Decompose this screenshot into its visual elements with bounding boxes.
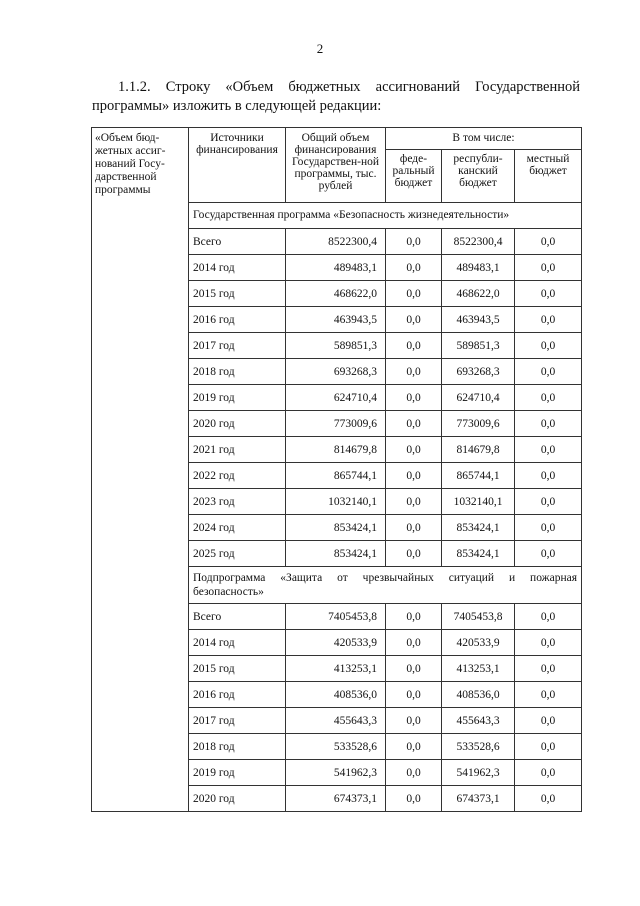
row-total: 541962,3 xyxy=(286,760,386,786)
row-total: 624710,4 xyxy=(286,385,386,411)
row-total: 7405453,8 xyxy=(286,604,386,630)
header-federal: феде-ральный бюджет xyxy=(386,150,442,203)
row-label: 2015 год xyxy=(189,656,286,682)
row-local: 0,0 xyxy=(515,229,582,255)
header-republic: республи-канский бюджет xyxy=(442,150,515,203)
row-local: 0,0 xyxy=(515,760,582,786)
row-federal: 0,0 xyxy=(386,708,442,734)
row-republic: 865744,1 xyxy=(442,463,515,489)
row-total: 865744,1 xyxy=(286,463,386,489)
row-federal: 0,0 xyxy=(386,734,442,760)
row-total: 420533,9 xyxy=(286,630,386,656)
row-total: 408536,0 xyxy=(286,682,386,708)
row-local: 0,0 xyxy=(515,604,582,630)
row-republic: 773009,6 xyxy=(442,411,515,437)
left-label-cell xyxy=(92,128,189,812)
row-total: 8522300,4 xyxy=(286,229,386,255)
row-local: 0,0 xyxy=(515,489,582,515)
row-republic: 489483,1 xyxy=(442,255,515,281)
row-local: 0,0 xyxy=(515,411,582,437)
row-total: 463943,5 xyxy=(286,307,386,333)
row-federal: 0,0 xyxy=(386,760,442,786)
row-label: 2020 год xyxy=(189,411,286,437)
row-label: 2017 год xyxy=(189,708,286,734)
row-total: 693268,3 xyxy=(286,359,386,385)
row-federal: 0,0 xyxy=(386,604,442,630)
row-federal: 0,0 xyxy=(386,255,442,281)
row-label: 2018 год xyxy=(189,359,286,385)
left-label: «Объем бюд-жетных ассиг-нований Госу-дарственной программы xyxy=(95,132,166,196)
row-republic: 853424,1 xyxy=(442,515,515,541)
row-republic: 468622,0 xyxy=(442,281,515,307)
row-local: 0,0 xyxy=(515,682,582,708)
row-total: 674373,1 xyxy=(286,786,386,812)
row-label: 2020 год xyxy=(189,786,286,812)
row-republic: 7405453,8 xyxy=(442,604,515,630)
row-label: 2024 год xyxy=(189,515,286,541)
row-local: 0,0 xyxy=(515,708,582,734)
row-federal: 0,0 xyxy=(386,786,442,812)
row-republic: 413253,1 xyxy=(442,656,515,682)
row-republic: 853424,1 xyxy=(442,541,515,567)
row-total: 413253,1 xyxy=(286,656,386,682)
row-local: 0,0 xyxy=(515,255,582,281)
section-title: Подпрограмма «Защита от чрезвычайных ситуаций и пожарная безопасность» xyxy=(189,567,582,604)
row-label: 2025 год xyxy=(189,541,286,567)
row-federal: 0,0 xyxy=(386,307,442,333)
row-label: 2022 год xyxy=(189,463,286,489)
row-local: 0,0 xyxy=(515,734,582,760)
row-federal: 0,0 xyxy=(386,656,442,682)
row-republic: 455643,3 xyxy=(442,708,515,734)
row-federal: 0,0 xyxy=(386,437,442,463)
row-local: 0,0 xyxy=(515,541,582,567)
intro-number: 1.1.2. xyxy=(118,79,151,95)
row-local: 0,0 xyxy=(515,786,582,812)
row-local: 0,0 xyxy=(515,515,582,541)
budget-table xyxy=(91,127,582,812)
row-federal: 0,0 xyxy=(386,411,442,437)
header-row xyxy=(92,128,582,150)
row-total: 853424,1 xyxy=(286,515,386,541)
row-republic: 408536,0 xyxy=(442,682,515,708)
row-republic: 589851,3 xyxy=(442,333,515,359)
row-total: 853424,1 xyxy=(286,541,386,567)
row-republic: 8522300,4 xyxy=(442,229,515,255)
row-label: 2017 год xyxy=(189,333,286,359)
row-local: 0,0 xyxy=(515,656,582,682)
row-label: 2023 год xyxy=(189,489,286,515)
row-republic: 533528,6 xyxy=(442,734,515,760)
row-local: 0,0 xyxy=(515,630,582,656)
row-label: 2021 год xyxy=(189,437,286,463)
row-total: 814679,8 xyxy=(286,437,386,463)
row-total: 468622,0 xyxy=(286,281,386,307)
row-label: 2015 год xyxy=(189,281,286,307)
row-label: 2018 год xyxy=(189,734,286,760)
row-local: 0,0 xyxy=(515,437,582,463)
row-total: 773009,6 xyxy=(286,411,386,437)
row-federal: 0,0 xyxy=(386,630,442,656)
row-republic: 693268,3 xyxy=(442,359,515,385)
row-label: 2016 год xyxy=(189,307,286,333)
row-federal: 0,0 xyxy=(386,281,442,307)
row-federal: 0,0 xyxy=(386,515,442,541)
row-total: 533528,6 xyxy=(286,734,386,760)
row-label: 2014 год xyxy=(189,255,286,281)
row-federal: 0,0 xyxy=(386,385,442,411)
row-total: 489483,1 xyxy=(286,255,386,281)
row-label: Всего xyxy=(189,229,286,255)
row-local: 0,0 xyxy=(515,385,582,411)
row-federal: 0,0 xyxy=(386,463,442,489)
row-label: 2019 год xyxy=(189,760,286,786)
header-sources: Источники финансирования xyxy=(189,128,286,203)
section-title: Государственная программа «Безопасность жизнедеятельности» xyxy=(189,203,582,229)
row-republic: 541962,3 xyxy=(442,760,515,786)
row-federal: 0,0 xyxy=(386,333,442,359)
row-republic: 420533,9 xyxy=(442,630,515,656)
row-total: 1032140,1 xyxy=(286,489,386,515)
row-label: 2016 год xyxy=(189,682,286,708)
row-republic: 1032140,1 xyxy=(442,489,515,515)
intro-text: Строку «Объем бюджетных ассигнований Государственной программы» изложить в следующей редакции: xyxy=(92,79,581,114)
row-federal: 0,0 xyxy=(386,489,442,515)
row-republic: 674373,1 xyxy=(442,786,515,812)
row-label: 2014 год xyxy=(189,630,286,656)
header-local: местный бюджет xyxy=(515,150,582,203)
row-republic: 814679,8 xyxy=(442,437,515,463)
header-total: Общий объем финансирования Государствен-ной программы, тыс. рублей xyxy=(286,128,386,203)
row-federal: 0,0 xyxy=(386,541,442,567)
row-republic: 624710,4 xyxy=(442,385,515,411)
row-federal: 0,0 xyxy=(386,229,442,255)
row-local: 0,0 xyxy=(515,359,582,385)
row-federal: 0,0 xyxy=(386,359,442,385)
row-local: 0,0 xyxy=(515,463,582,489)
intro-paragraph xyxy=(92,78,580,116)
page-number: 2 xyxy=(316,41,324,56)
row-federal: 0,0 xyxy=(386,682,442,708)
row-label: 2019 год xyxy=(189,385,286,411)
row-total: 589851,3 xyxy=(286,333,386,359)
row-republic: 463943,5 xyxy=(442,307,515,333)
header-including: В том числе: xyxy=(386,128,582,150)
row-total: 455643,3 xyxy=(286,708,386,734)
row-local: 0,0 xyxy=(515,333,582,359)
row-label: Всего xyxy=(189,604,286,630)
row-local: 0,0 xyxy=(515,307,582,333)
row-local: 0,0 xyxy=(515,281,582,307)
